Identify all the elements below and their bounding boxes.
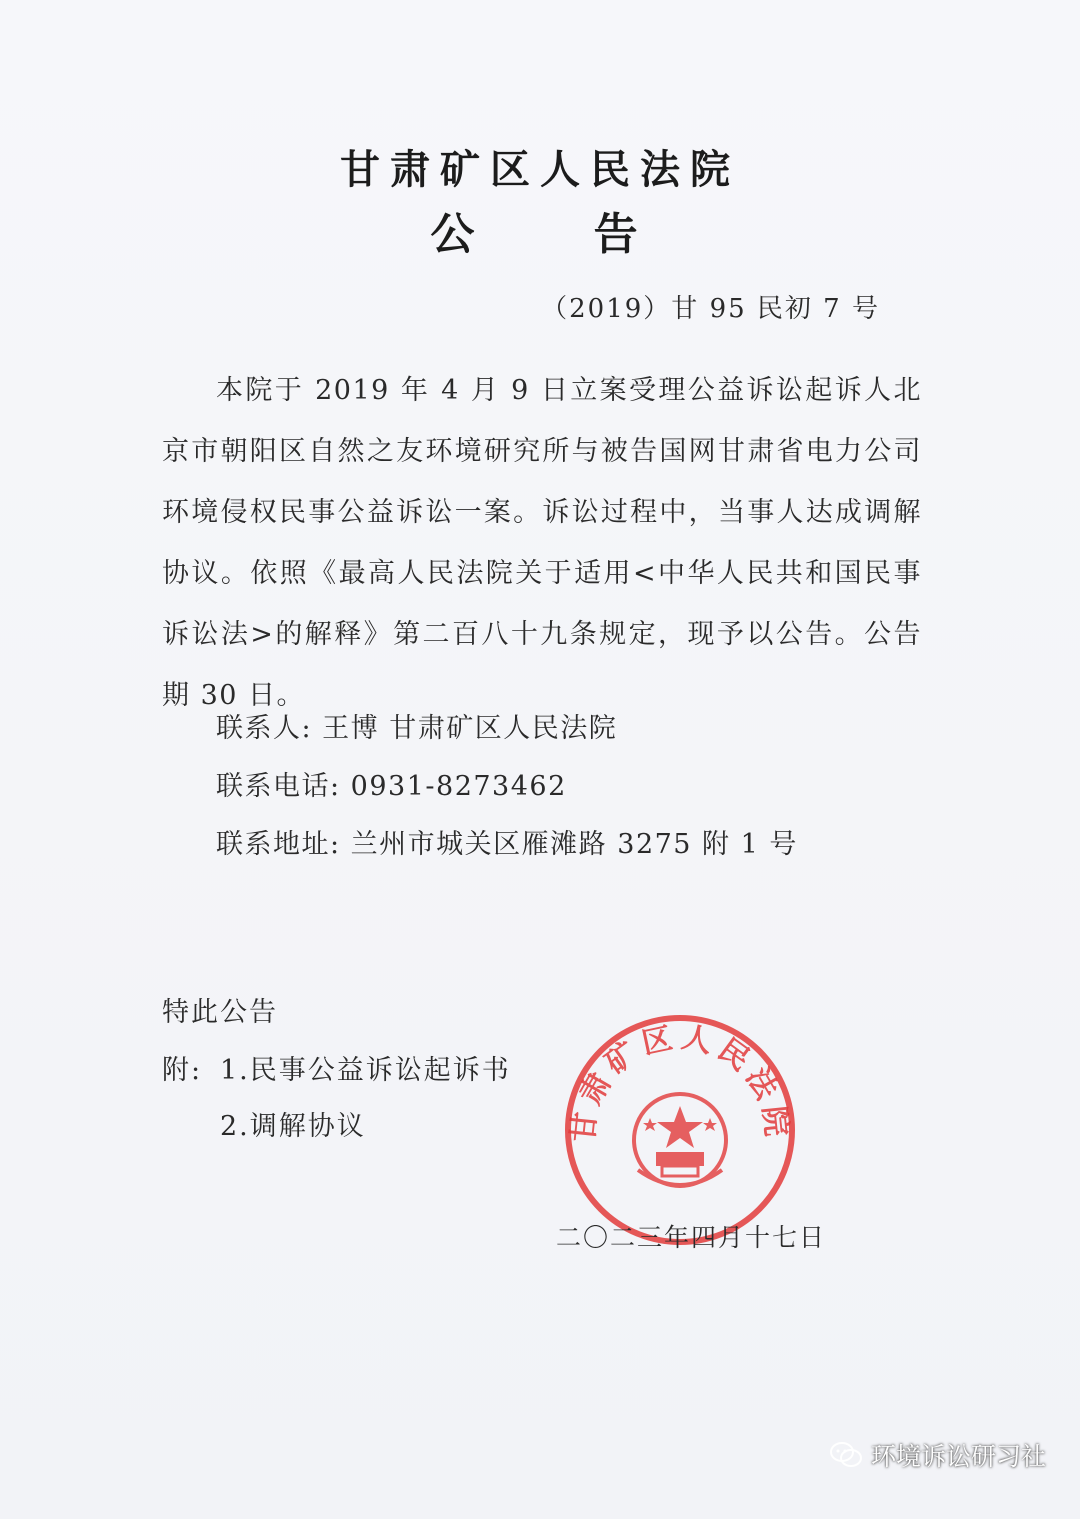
notice-body-paragraph: 本院于 2019 年 4 月 9 日立案受理公益诉讼起诉人北京市朝阳区自然之友环境研究所与被告国网甘肃省电力公司环境侵权民事公益诉讼一案。诉讼过程中，当事人达成调解协议。依照《最高人民法院关于适用<中华人民共和国民事诉讼法>的解释》第二百八十九条规定，现予以公告。公告期 30 日。 bbox=[162, 375, 922, 711]
attachment-item-1: 1.民事公益诉讼起诉书 bbox=[220, 1055, 511, 1086]
court-name-title: 甘肃矿区人民法院 bbox=[340, 147, 740, 193]
closing-statement: 特此公告 bbox=[162, 997, 278, 1028]
watermark-text: 环境诉讼研习社 bbox=[870, 1442, 1046, 1471]
attachment-item-2: 2.调解协议 bbox=[220, 1111, 366, 1142]
watermark bbox=[829, 1437, 1046, 1473]
national-emblem-icon bbox=[634, 1094, 726, 1186]
contact-person: 联系人: 王博 甘肃矿区人民法院 bbox=[216, 713, 618, 744]
notice-date: 二〇二三年四月十七日 bbox=[556, 1223, 827, 1252]
attachments-label: 附: bbox=[162, 1055, 203, 1086]
notice-title: 公 告 bbox=[430, 209, 690, 260]
court-seal bbox=[560, 1010, 800, 1250]
contact-address: 联系地址: 兰州市城关区雁滩路 3275 附 1 号 bbox=[216, 829, 798, 860]
wechat-icon bbox=[829, 1440, 863, 1470]
case-number: （2019）甘 95 民初 7 号 bbox=[541, 294, 880, 324]
contact-phone: 联系电话: 0931-8273462 bbox=[216, 771, 567, 802]
seal-text: 甘肃矿区人民法院 bbox=[565, 1019, 795, 1144]
